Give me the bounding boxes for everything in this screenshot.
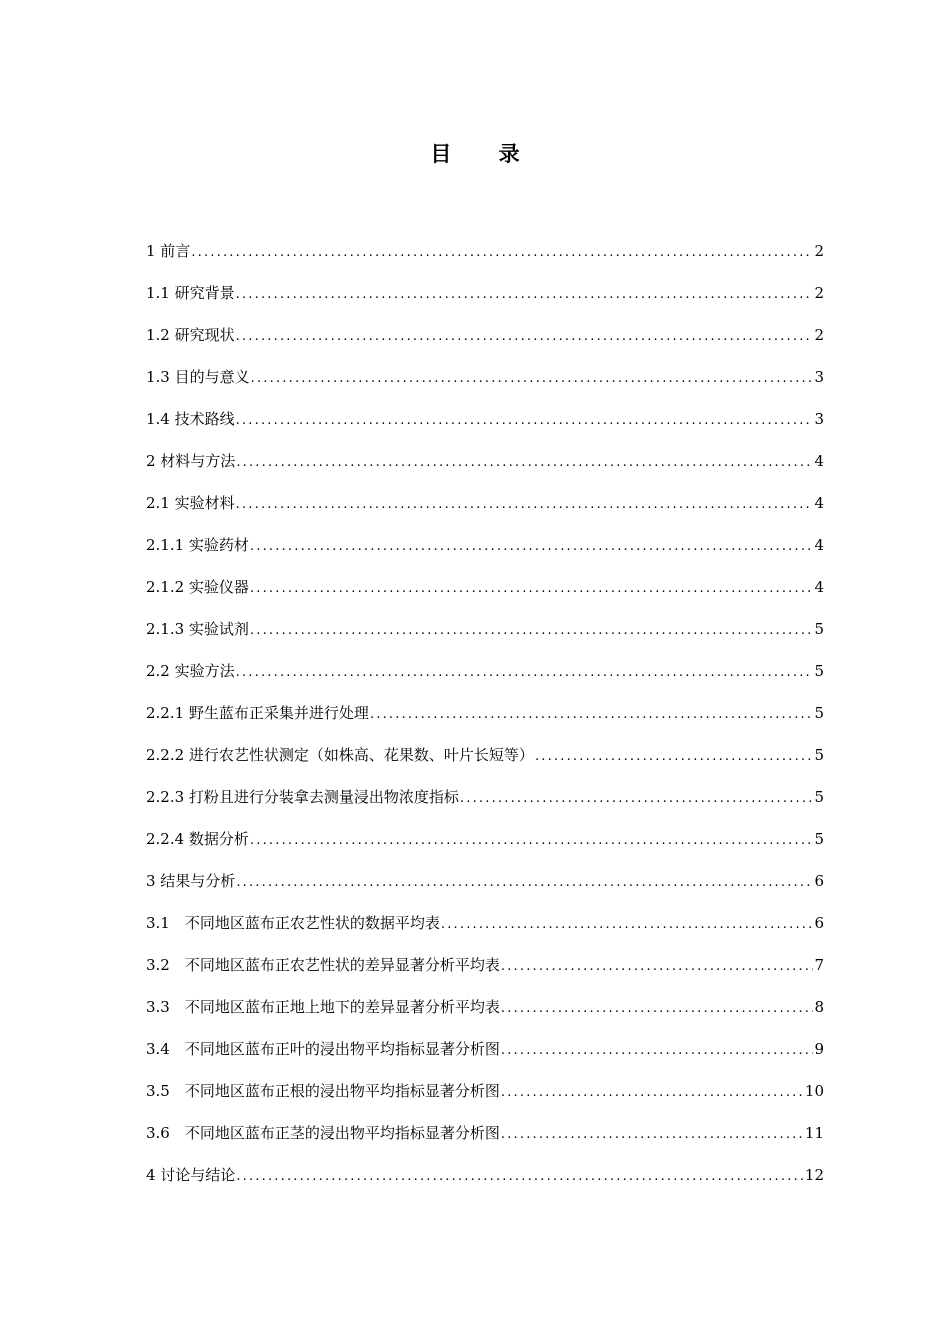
toc-entry[interactable]	[146, 867, 824, 909]
toc-entry-text: 3 结果与分析	[146, 872, 236, 890]
toc-entry[interactable]	[146, 1077, 824, 1119]
toc-entry[interactable]	[146, 825, 824, 867]
toc-entry-text: 3.1 不同地区蓝布正农艺性状的数据平均表	[146, 914, 440, 932]
toc-page-number: 2	[814, 284, 824, 302]
toc-dot-leader	[501, 1079, 804, 1107]
toc-entry-text: 3.2 不同地区蓝布正农艺性状的差异显著分析平均表	[146, 956, 500, 974]
toc-entry[interactable]	[146, 993, 824, 1035]
toc-page-number: 5	[814, 830, 824, 848]
toc-page-number: 5	[814, 704, 824, 722]
toc-dot-leader	[501, 1121, 804, 1149]
toc-page-number: 5	[814, 746, 824, 764]
toc-page-number: 3	[814, 410, 824, 428]
toc-dot-leader	[535, 743, 814, 771]
toc-entry-text: 2.2.1 野生蓝布正采集并进行处理	[146, 704, 369, 722]
toc-entry-text: 3.3 不同地区蓝布正地上地下的差异显著分析平均表	[146, 998, 500, 1016]
toc-dot-leader	[251, 365, 814, 393]
toc-dot-leader	[191, 239, 813, 267]
toc-entry[interactable]	[146, 531, 824, 573]
toc-entry-text: 2.2.3 打粉且进行分装拿去测量浸出物浓度指标	[146, 788, 459, 806]
toc-page-number: 7	[814, 956, 824, 974]
toc-title: 目 录	[430, 141, 540, 166]
toc-entry[interactable]	[146, 699, 824, 741]
toc-page-number: 4	[814, 452, 824, 470]
toc-page-number: 10	[804, 1082, 824, 1100]
toc-page-number: 2	[814, 326, 824, 344]
toc-entry-text: 1.1 研究背景	[146, 284, 235, 302]
toc-entry[interactable]	[146, 447, 824, 489]
toc-page-number: 9	[814, 1040, 824, 1058]
toc-page-number: 6	[814, 914, 824, 932]
toc-entry-text: 1.2 研究现状	[146, 326, 235, 344]
toc-page-number: 5	[814, 620, 824, 638]
toc-entry[interactable]	[146, 405, 824, 447]
toc-page-number: 12	[804, 1166, 824, 1184]
toc-page-number: 4	[814, 536, 824, 554]
toc-entry[interactable]	[146, 321, 824, 363]
toc-entry-text: 2.1.3 实验试剂	[146, 620, 249, 638]
toc-page-number: 3	[814, 368, 824, 386]
toc-dot-leader	[236, 407, 814, 435]
toc-entry[interactable]	[146, 363, 824, 405]
toc-entry[interactable]	[146, 615, 824, 657]
toc-dot-leader	[236, 281, 814, 309]
toc-entry[interactable]	[146, 279, 824, 321]
toc-entry-text: 3.4 不同地区蓝布正叶的浸出物平均指标显著分析图	[146, 1040, 500, 1058]
toc-page-number: 6	[814, 872, 824, 890]
toc-dot-leader	[250, 617, 814, 645]
toc-entry[interactable]	[146, 1119, 824, 1161]
toc-dot-leader	[236, 659, 814, 687]
toc-dot-leader	[460, 785, 814, 813]
toc-entry-text: 2 材料与方法	[146, 452, 236, 470]
toc-dot-leader	[236, 323, 814, 351]
toc-entry[interactable]	[146, 489, 824, 531]
toc-entry[interactable]	[146, 951, 824, 993]
toc-entry[interactable]	[146, 1035, 824, 1077]
toc-entry[interactable]	[146, 237, 824, 279]
toc-dot-leader	[236, 1163, 804, 1191]
toc-page-number: 5	[814, 662, 824, 680]
toc-page-number: 8	[814, 998, 824, 1016]
toc-dot-leader	[236, 869, 813, 897]
toc-entry-text: 3.5 不同地区蓝布正根的浸出物平均指标显著分析图	[146, 1082, 500, 1100]
toc-dot-leader	[250, 827, 814, 855]
toc-dot-leader	[370, 701, 814, 729]
toc-entry-text: 2.1.2 实验仪器	[146, 578, 249, 596]
toc-dot-leader	[501, 953, 814, 981]
toc-dot-leader	[501, 1037, 814, 1065]
toc-entry-text: 2.1 实验材料	[146, 494, 235, 512]
toc-dot-leader	[250, 575, 814, 603]
toc-page-number: 4	[814, 578, 824, 596]
toc-entry[interactable]	[146, 909, 824, 951]
toc-page-number: 11	[804, 1124, 824, 1142]
toc-entry[interactable]	[146, 1161, 824, 1203]
toc-entry[interactable]	[146, 783, 824, 825]
table-of-contents	[146, 237, 824, 1203]
toc-dot-leader	[250, 533, 814, 561]
toc-entry[interactable]	[146, 657, 824, 699]
toc-entry-text: 2.2.2 进行农艺性状测定（如株高、花果数、叶片长短等）	[146, 746, 534, 764]
toc-dot-leader	[501, 995, 814, 1023]
toc-page-number: 2	[814, 242, 824, 260]
toc-dot-leader	[236, 491, 814, 519]
toc-entry[interactable]	[146, 573, 824, 615]
toc-entry-text: 1.4 技术路线	[146, 410, 235, 428]
toc-dot-leader	[441, 911, 814, 939]
toc-entry-text: 4 讨论与结论	[146, 1166, 236, 1184]
toc-page-number: 4	[814, 494, 824, 512]
toc-entry-text: 2.1.1 实验药材	[146, 536, 249, 554]
toc-entry-text: 1.3 目的与意义	[146, 368, 250, 386]
toc-entry[interactable]	[146, 741, 824, 783]
toc-page-number: 5	[814, 788, 824, 806]
toc-entry-text: 3.6 不同地区蓝布正茎的浸出物平均指标显著分析图	[146, 1124, 500, 1142]
toc-entry-text: 2.2 实验方法	[146, 662, 235, 680]
toc-dot-leader	[236, 449, 813, 477]
toc-entry-text: 2.2.4 数据分析	[146, 830, 249, 848]
toc-entry-text: 1 前言	[146, 242, 191, 260]
